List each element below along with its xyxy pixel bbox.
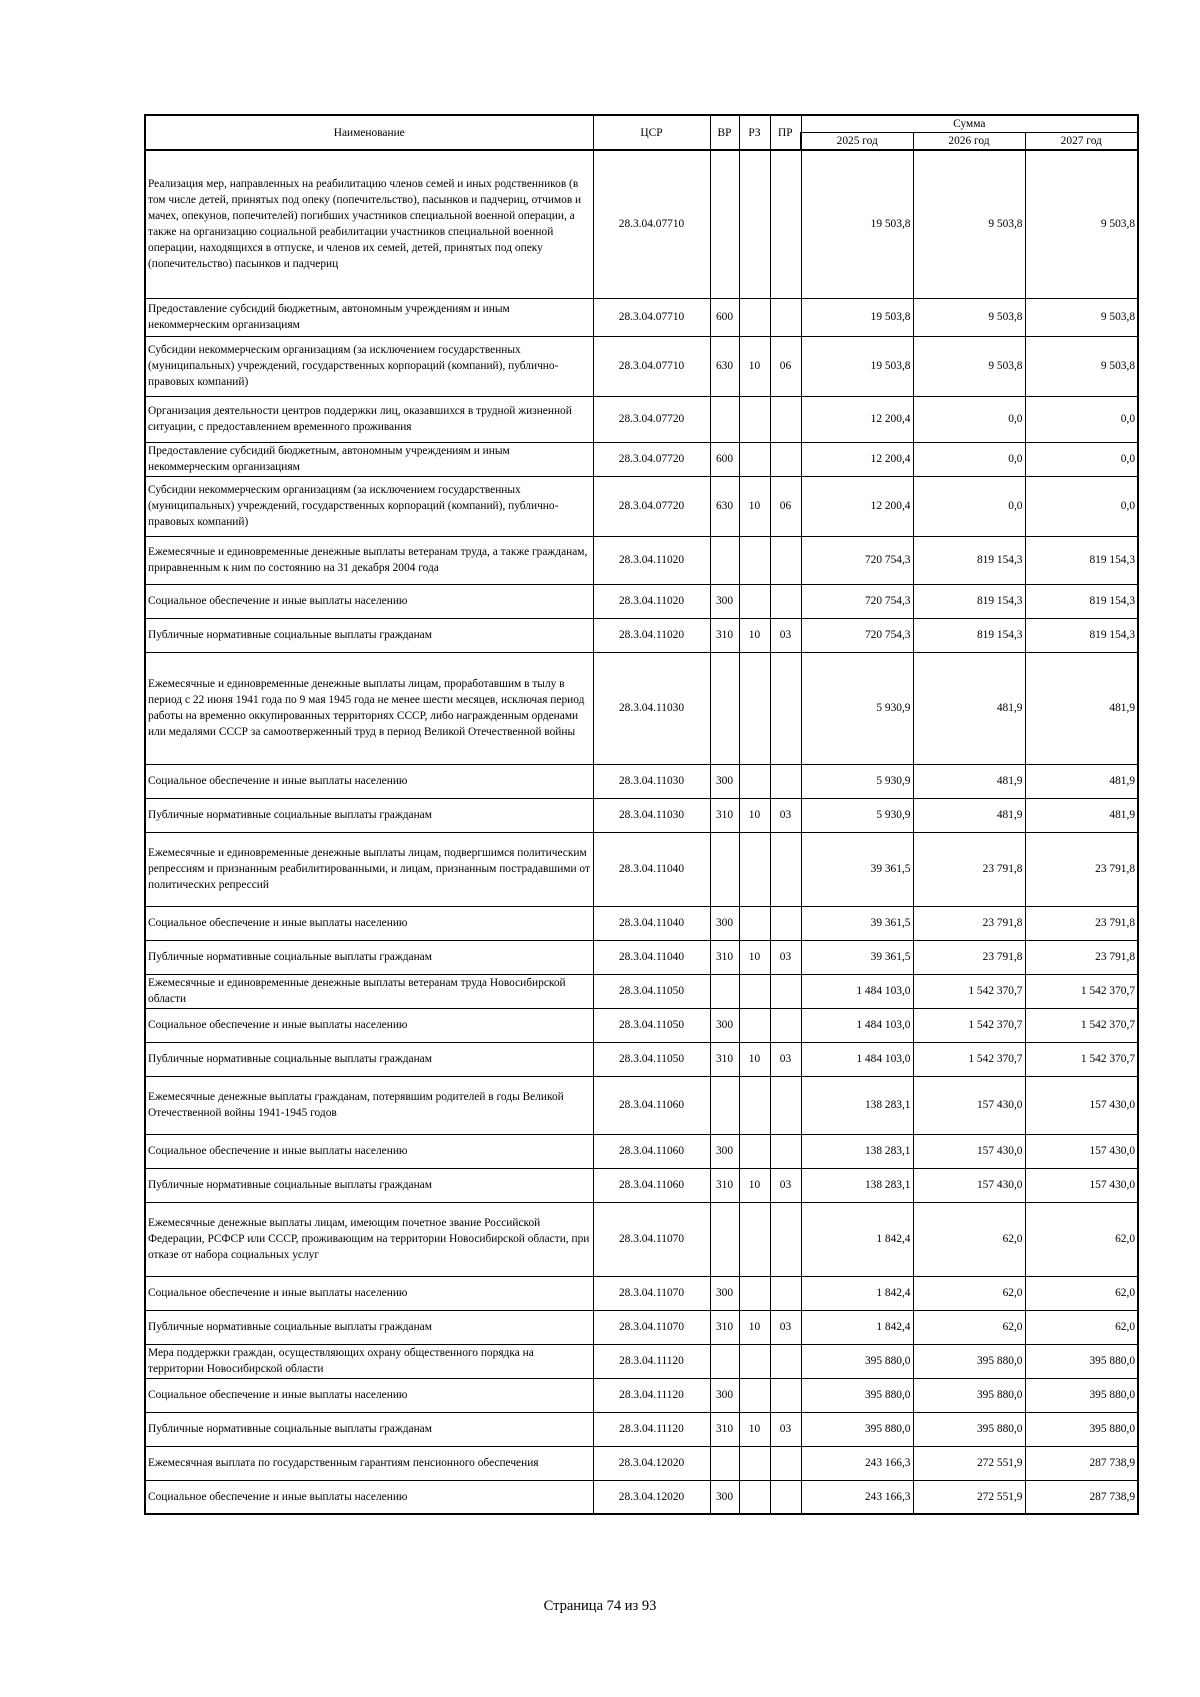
- cell-name: Социальное обеспечение и иные выплаты населению: [145, 1276, 593, 1310]
- table-row: [145, 798, 1138, 832]
- cell-csr: 28.3.04.11020: [593, 584, 710, 618]
- cell-name: Публичные нормативные социальные выплаты гражданам: [145, 618, 593, 652]
- cell-csr: 28.3.04.11060: [593, 1134, 710, 1168]
- cell-name: Социальное обеспечение и иные выплаты населению: [145, 764, 593, 798]
- table-row: [145, 764, 1138, 798]
- cell-2026: 272 551,9: [913, 1446, 1025, 1480]
- cell-csr: 28.3.04.11040: [593, 832, 710, 906]
- cell-rz: 10: [739, 618, 770, 652]
- table-row: [145, 396, 1138, 442]
- cell-vr: [710, 832, 739, 906]
- table-row: [145, 832, 1138, 906]
- cell-pr: 03: [770, 798, 801, 832]
- cell-rz: [739, 536, 770, 584]
- cell-rz: [739, 1076, 770, 1134]
- cell-2025: 720 754,3: [801, 584, 913, 618]
- cell-2025: 138 283,1: [801, 1168, 913, 1202]
- table-row: [145, 1168, 1138, 1202]
- header-pr: ПР: [770, 115, 801, 150]
- cell-2025: 720 754,3: [801, 618, 913, 652]
- cell-name: Организация деятельности центров поддержки лиц, оказавшихся в трудной жизненной ситуации, с предоставлением временного проживания: [145, 396, 593, 442]
- cell-2026: 272 551,9: [913, 1480, 1025, 1514]
- cell-pr: 03: [770, 1412, 801, 1446]
- cell-pr: [770, 1446, 801, 1480]
- cell-name: Ежемесячные денежные выплаты лицам, имеющим почетное звание Российской Федерации, РСФСР или СССР, проживающим на территории Новосибирской области, при отказе от набора социальных услуг: [145, 1202, 593, 1276]
- cell-pr: [770, 1202, 801, 1276]
- cell-name: Социальное обеспечение и иные выплаты населению: [145, 1378, 593, 1412]
- cell-vr: 300: [710, 1008, 739, 1042]
- table-row: [145, 1310, 1138, 1344]
- cell-rz: [739, 832, 770, 906]
- cell-csr: 28.3.04.11070: [593, 1310, 710, 1344]
- cell-2027: 62,0: [1025, 1276, 1138, 1310]
- cell-2026: 62,0: [913, 1202, 1025, 1276]
- cell-csr: 28.3.04.11040: [593, 906, 710, 940]
- table-row: [145, 618, 1138, 652]
- cell-2027: 62,0: [1025, 1310, 1138, 1344]
- table-header: [145, 115, 1138, 150]
- cell-2025: 1 484 103,0: [801, 974, 913, 1008]
- table-row: [145, 1008, 1138, 1042]
- cell-vr: [710, 150, 739, 298]
- cell-2027: 23 791,8: [1025, 906, 1138, 940]
- cell-name: Социальное обеспечение и иные выплаты населению: [145, 906, 593, 940]
- table-row: [145, 1480, 1138, 1514]
- cell-pr: [770, 1076, 801, 1134]
- cell-pr: [770, 1008, 801, 1042]
- cell-csr: 28.3.04.07720: [593, 396, 710, 442]
- table-row: [145, 584, 1138, 618]
- header-year-2025: 2025 год: [801, 133, 913, 151]
- cell-pr: 03: [770, 618, 801, 652]
- cell-name: Публичные нормативные социальные выплаты гражданам: [145, 1168, 593, 1202]
- cell-2025: 1 842,4: [801, 1276, 913, 1310]
- budget-table: [144, 114, 1139, 1515]
- header-sum: Сумма: [801, 115, 1138, 133]
- cell-csr: 28.3.04.11120: [593, 1344, 710, 1378]
- cell-2026: 62,0: [913, 1310, 1025, 1344]
- cell-2025: 19 503,8: [801, 336, 913, 396]
- table-row: [145, 336, 1138, 396]
- cell-vr: [710, 974, 739, 1008]
- cell-vr: 630: [710, 336, 739, 396]
- header-rz: РЗ: [739, 115, 770, 150]
- cell-pr: [770, 1134, 801, 1168]
- cell-rz: [739, 442, 770, 476]
- cell-2025: 1 484 103,0: [801, 1008, 913, 1042]
- cell-csr: 28.3.04.07720: [593, 476, 710, 536]
- cell-2026: 481,9: [913, 798, 1025, 832]
- cell-pr: [770, 906, 801, 940]
- cell-rz: 10: [739, 798, 770, 832]
- cell-csr: 28.3.04.11040: [593, 940, 710, 974]
- cell-2027: 9 503,8: [1025, 336, 1138, 396]
- cell-pr: 03: [770, 1310, 801, 1344]
- cell-vr: 300: [710, 1276, 739, 1310]
- cell-2027: 481,9: [1025, 764, 1138, 798]
- table-body: [145, 150, 1138, 1514]
- cell-2026: 1 542 370,7: [913, 1042, 1025, 1076]
- cell-name: Социальное обеспечение и иные выплаты населению: [145, 1480, 593, 1514]
- cell-pr: [770, 298, 801, 336]
- header-year-2026: 2026 год: [913, 133, 1025, 151]
- cell-2026: 1 542 370,7: [913, 1008, 1025, 1042]
- cell-pr: [770, 764, 801, 798]
- cell-vr: 600: [710, 442, 739, 476]
- cell-2027: 395 880,0: [1025, 1344, 1138, 1378]
- cell-csr: 28.3.04.11060: [593, 1168, 710, 1202]
- cell-2026: 23 791,8: [913, 940, 1025, 974]
- cell-rz: [739, 906, 770, 940]
- cell-vr: 310: [710, 1310, 739, 1344]
- cell-name: Публичные нормативные социальные выплаты гражданам: [145, 1412, 593, 1446]
- cell-vr: 300: [710, 1480, 739, 1514]
- cell-csr: 28.3.04.11030: [593, 798, 710, 832]
- cell-2025: 395 880,0: [801, 1344, 913, 1378]
- cell-name: Социальное обеспечение и иные выплаты населению: [145, 584, 593, 618]
- cell-pr: [770, 1480, 801, 1514]
- cell-2027: 481,9: [1025, 652, 1138, 764]
- cell-2025: 39 361,5: [801, 906, 913, 940]
- header-year-2027: 2027 год: [1025, 133, 1138, 151]
- table-row: [145, 652, 1138, 764]
- cell-vr: 310: [710, 798, 739, 832]
- cell-2027: 1 542 370,7: [1025, 1008, 1138, 1042]
- cell-name: Ежемесячные и единовременные денежные выплаты ветеранам труда, а также гражданам, приравненным к ним по состоянию на 31 декабря 2004 года: [145, 536, 593, 584]
- cell-2026: 157 430,0: [913, 1076, 1025, 1134]
- cell-2025: 395 880,0: [801, 1378, 913, 1412]
- cell-pr: 06: [770, 336, 801, 396]
- cell-2026: 157 430,0: [913, 1134, 1025, 1168]
- cell-2025: 138 283,1: [801, 1134, 913, 1168]
- cell-pr: [770, 396, 801, 442]
- cell-2025: 1 842,4: [801, 1310, 913, 1344]
- cell-2027: 395 880,0: [1025, 1378, 1138, 1412]
- cell-rz: [739, 1480, 770, 1514]
- table-row: [145, 974, 1138, 1008]
- cell-vr: 300: [710, 764, 739, 798]
- cell-2027: 287 738,9: [1025, 1446, 1138, 1480]
- table-row: [145, 1042, 1138, 1076]
- table-row: [145, 442, 1138, 476]
- cell-name: Предоставление субсидий бюджетным, автономным учреждениям и иным некоммерческим организациям: [145, 442, 593, 476]
- cell-2027: 481,9: [1025, 798, 1138, 832]
- cell-rz: [739, 764, 770, 798]
- cell-2025: 138 283,1: [801, 1076, 913, 1134]
- cell-2025: 5 930,9: [801, 798, 913, 832]
- cell-2026: 819 154,3: [913, 618, 1025, 652]
- cell-rz: [739, 974, 770, 1008]
- cell-vr: [710, 652, 739, 764]
- cell-2027: 819 154,3: [1025, 618, 1138, 652]
- cell-csr: 28.3.04.12020: [593, 1480, 710, 1514]
- cell-2025: 19 503,8: [801, 150, 913, 298]
- cell-rz: [739, 396, 770, 442]
- cell-pr: [770, 1378, 801, 1412]
- cell-2026: 23 791,8: [913, 906, 1025, 940]
- cell-2025: 243 166,3: [801, 1446, 913, 1480]
- table-row: [145, 1276, 1138, 1310]
- cell-csr: 28.3.04.11060: [593, 1076, 710, 1134]
- cell-rz: [739, 652, 770, 764]
- cell-vr: [710, 1446, 739, 1480]
- cell-pr: 03: [770, 1042, 801, 1076]
- cell-vr: 600: [710, 298, 739, 336]
- cell-csr: 28.3.04.11070: [593, 1202, 710, 1276]
- cell-2027: 23 791,8: [1025, 940, 1138, 974]
- cell-csr: 28.3.04.07710: [593, 298, 710, 336]
- cell-pr: [770, 1276, 801, 1310]
- cell-rz: 10: [739, 336, 770, 396]
- cell-2027: 157 430,0: [1025, 1134, 1138, 1168]
- cell-2025: 12 200,4: [801, 476, 913, 536]
- cell-2025: 12 200,4: [801, 442, 913, 476]
- table-row: [145, 1202, 1138, 1276]
- cell-csr: 28.3.04.11050: [593, 974, 710, 1008]
- cell-rz: 10: [739, 1310, 770, 1344]
- cell-2027: 0,0: [1025, 476, 1138, 536]
- cell-pr: [770, 150, 801, 298]
- cell-name: Публичные нормативные социальные выплаты гражданам: [145, 798, 593, 832]
- cell-2026: 819 154,3: [913, 584, 1025, 618]
- cell-2027: 62,0: [1025, 1202, 1138, 1276]
- cell-vr: 630: [710, 476, 739, 536]
- cell-vr: 310: [710, 940, 739, 974]
- cell-rz: [739, 1134, 770, 1168]
- cell-csr: 28.3.04.12020: [593, 1446, 710, 1480]
- cell-csr: 28.3.04.11030: [593, 764, 710, 798]
- cell-2026: 0,0: [913, 476, 1025, 536]
- page-number: Страница 74 из 93: [543, 1598, 657, 1614]
- table-row: [145, 150, 1138, 298]
- cell-name: Публичные нормативные социальные выплаты гражданам: [145, 940, 593, 974]
- cell-pr: [770, 652, 801, 764]
- cell-2026: 1 542 370,7: [913, 974, 1025, 1008]
- cell-2025: 39 361,5: [801, 832, 913, 906]
- cell-pr: 06: [770, 476, 801, 536]
- cell-csr: 28.3.04.11070: [593, 1276, 710, 1310]
- cell-2025: 39 361,5: [801, 940, 913, 974]
- cell-name: Ежемесячные и единовременные денежные выплаты лицам, проработавшим в тылу в период с 22 июня 1941 года по 9 мая 1945 года не менее шести месяцев, исключая период работы на временно оккупированных территориях СССР, либо награжденным орденами или медалями СССР за самоотверженный труд в период Великой Отечественной войны: [145, 652, 593, 764]
- cell-rz: 10: [739, 1412, 770, 1446]
- header-name: Наименование: [145, 115, 593, 150]
- cell-2025: 243 166,3: [801, 1480, 913, 1514]
- cell-2027: 9 503,8: [1025, 150, 1138, 298]
- cell-name: Публичные нормативные социальные выплаты гражданам: [145, 1042, 593, 1076]
- cell-2026: 819 154,3: [913, 536, 1025, 584]
- table-row: [145, 536, 1138, 584]
- cell-2026: 9 503,8: [913, 336, 1025, 396]
- cell-rz: [739, 1276, 770, 1310]
- cell-name: Мера поддержки граждан, осуществляющих охрану общественного порядка на территории Новосибирской области: [145, 1344, 593, 1378]
- cell-name: Ежемесячные денежные выплаты гражданам, потерявшим родителей в годы Великой Отечественной войны 1941-1945 годов: [145, 1076, 593, 1134]
- cell-2027: 9 503,8: [1025, 298, 1138, 336]
- cell-csr: 28.3.04.07710: [593, 150, 710, 298]
- cell-2027: 819 154,3: [1025, 584, 1138, 618]
- cell-2027: 819 154,3: [1025, 536, 1138, 584]
- cell-pr: [770, 974, 801, 1008]
- cell-rz: [739, 298, 770, 336]
- cell-2025: 1 842,4: [801, 1202, 913, 1276]
- cell-name: Публичные нормативные социальные выплаты гражданам: [145, 1310, 593, 1344]
- cell-name: Предоставление субсидий бюджетным, автономным учреждениям и иным некоммерческим организациям: [145, 298, 593, 336]
- cell-name: Социальное обеспечение и иные выплаты населению: [145, 1134, 593, 1168]
- cell-pr: [770, 536, 801, 584]
- cell-2025: 395 880,0: [801, 1412, 913, 1446]
- cell-vr: 310: [710, 1168, 739, 1202]
- cell-2026: 395 880,0: [913, 1412, 1025, 1446]
- table-row: [145, 1412, 1138, 1446]
- cell-2026: 9 503,8: [913, 150, 1025, 298]
- table-row: [145, 476, 1138, 536]
- cell-2026: 395 880,0: [913, 1344, 1025, 1378]
- cell-2027: 287 738,9: [1025, 1480, 1138, 1514]
- cell-2025: 19 503,8: [801, 298, 913, 336]
- cell-csr: 28.3.04.11020: [593, 536, 710, 584]
- cell-2026: 481,9: [913, 652, 1025, 764]
- cell-name: Ежемесячные и единовременные денежные выплаты лицам, подвергшимся политическим репрессиям и признанным реабилитированными, и лицам, признанным пострадавшими от политических репрессий: [145, 832, 593, 906]
- cell-vr: 300: [710, 1378, 739, 1412]
- cell-2026: 9 503,8: [913, 298, 1025, 336]
- cell-rz: [739, 150, 770, 298]
- header-csr: ЦСР: [593, 115, 710, 150]
- cell-vr: 310: [710, 1412, 739, 1446]
- cell-vr: [710, 1202, 739, 1276]
- cell-pr: [770, 584, 801, 618]
- cell-name: Социальное обеспечение и иные выплаты населению: [145, 1008, 593, 1042]
- cell-csr: 28.3.04.11030: [593, 652, 710, 764]
- header-vr: ВР: [710, 115, 739, 150]
- cell-2026: 0,0: [913, 396, 1025, 442]
- cell-name: Ежемесячная выплата по государственным гарантиям пенсионного обеспечения: [145, 1446, 593, 1480]
- table-row: [145, 906, 1138, 940]
- cell-rz: [739, 1008, 770, 1042]
- table-row: [145, 1134, 1138, 1168]
- cell-2025: 1 484 103,0: [801, 1042, 913, 1076]
- table-row: [145, 1076, 1138, 1134]
- cell-vr: [710, 1076, 739, 1134]
- cell-2027: 157 430,0: [1025, 1076, 1138, 1134]
- cell-2027: 23 791,8: [1025, 832, 1138, 906]
- cell-rz: [739, 1344, 770, 1378]
- cell-rz: 10: [739, 1168, 770, 1202]
- table-row: [145, 1446, 1138, 1480]
- cell-csr: 28.3.04.11120: [593, 1378, 710, 1412]
- cell-2027: 0,0: [1025, 442, 1138, 476]
- cell-csr: 28.3.04.07710: [593, 336, 710, 396]
- cell-name: Субсидии некоммерческим организациям (за исключением государственных (муниципальных) учреждений, государственных корпораций (компаний), публично-правовых компаний): [145, 336, 593, 396]
- cell-2025: 5 930,9: [801, 652, 913, 764]
- cell-vr: 300: [710, 584, 739, 618]
- cell-csr: 28.3.04.11050: [593, 1042, 710, 1076]
- cell-vr: 310: [710, 618, 739, 652]
- cell-rz: 10: [739, 940, 770, 974]
- cell-2026: 395 880,0: [913, 1378, 1025, 1412]
- cell-2027: 1 542 370,7: [1025, 1042, 1138, 1076]
- cell-name: Субсидии некоммерческим организациям (за исключением государственных (муниципальных) учреждений, государственных корпораций (компаний), публично-правовых компаний): [145, 476, 593, 536]
- cell-2027: 157 430,0: [1025, 1168, 1138, 1202]
- cell-vr: 300: [710, 906, 739, 940]
- table-row: [145, 298, 1138, 336]
- cell-pr: 03: [770, 1168, 801, 1202]
- cell-rz: 10: [739, 1042, 770, 1076]
- cell-pr: [770, 832, 801, 906]
- cell-csr: 28.3.04.11120: [593, 1412, 710, 1446]
- cell-name: Ежемесячные и единовременные денежные выплаты ветеранам труда Новосибирской области: [145, 974, 593, 1008]
- cell-rz: [739, 584, 770, 618]
- cell-2027: 0,0: [1025, 396, 1138, 442]
- cell-2025: 720 754,3: [801, 536, 913, 584]
- cell-vr: [710, 396, 739, 442]
- cell-pr: [770, 1344, 801, 1378]
- cell-2027: 395 880,0: [1025, 1412, 1138, 1446]
- cell-rz: [739, 1378, 770, 1412]
- cell-2026: 157 430,0: [913, 1168, 1025, 1202]
- cell-csr: 28.3.04.11020: [593, 618, 710, 652]
- cell-2026: 0,0: [913, 442, 1025, 476]
- cell-csr: 28.3.04.11050: [593, 1008, 710, 1042]
- table-row: [145, 940, 1138, 974]
- cell-rz: [739, 1202, 770, 1276]
- cell-pr: [770, 442, 801, 476]
- table-row: [145, 1378, 1138, 1412]
- cell-name: Реализация мер, направленных на реабилитацию членов семей и иных родственников (в том числе детей, принятых под опеку (попечительство), пасынков и падчериц, отчимов и мачех, опекунов, попечителей) погибших участников специальной военной операции, а также на организацию социальной реабилитации участников специальной военной операции, находящихся в отпуске, и членов их семей, детей, принятых под опеку (попечительство) пасынков и падчериц: [145, 150, 593, 298]
- cell-vr: [710, 536, 739, 584]
- cell-rz: 10: [739, 476, 770, 536]
- cell-2026: 23 791,8: [913, 832, 1025, 906]
- cell-2025: 5 930,9: [801, 764, 913, 798]
- cell-pr: 03: [770, 940, 801, 974]
- cell-vr: [710, 1344, 739, 1378]
- cell-2026: 481,9: [913, 764, 1025, 798]
- cell-rz: [739, 1446, 770, 1480]
- table-row: [145, 1344, 1138, 1378]
- cell-2027: 1 542 370,7: [1025, 974, 1138, 1008]
- cell-vr: 310: [710, 1042, 739, 1076]
- cell-vr: 300: [710, 1134, 739, 1168]
- cell-2025: 12 200,4: [801, 396, 913, 442]
- cell-2026: 62,0: [913, 1276, 1025, 1310]
- cell-csr: 28.3.04.07720: [593, 442, 710, 476]
